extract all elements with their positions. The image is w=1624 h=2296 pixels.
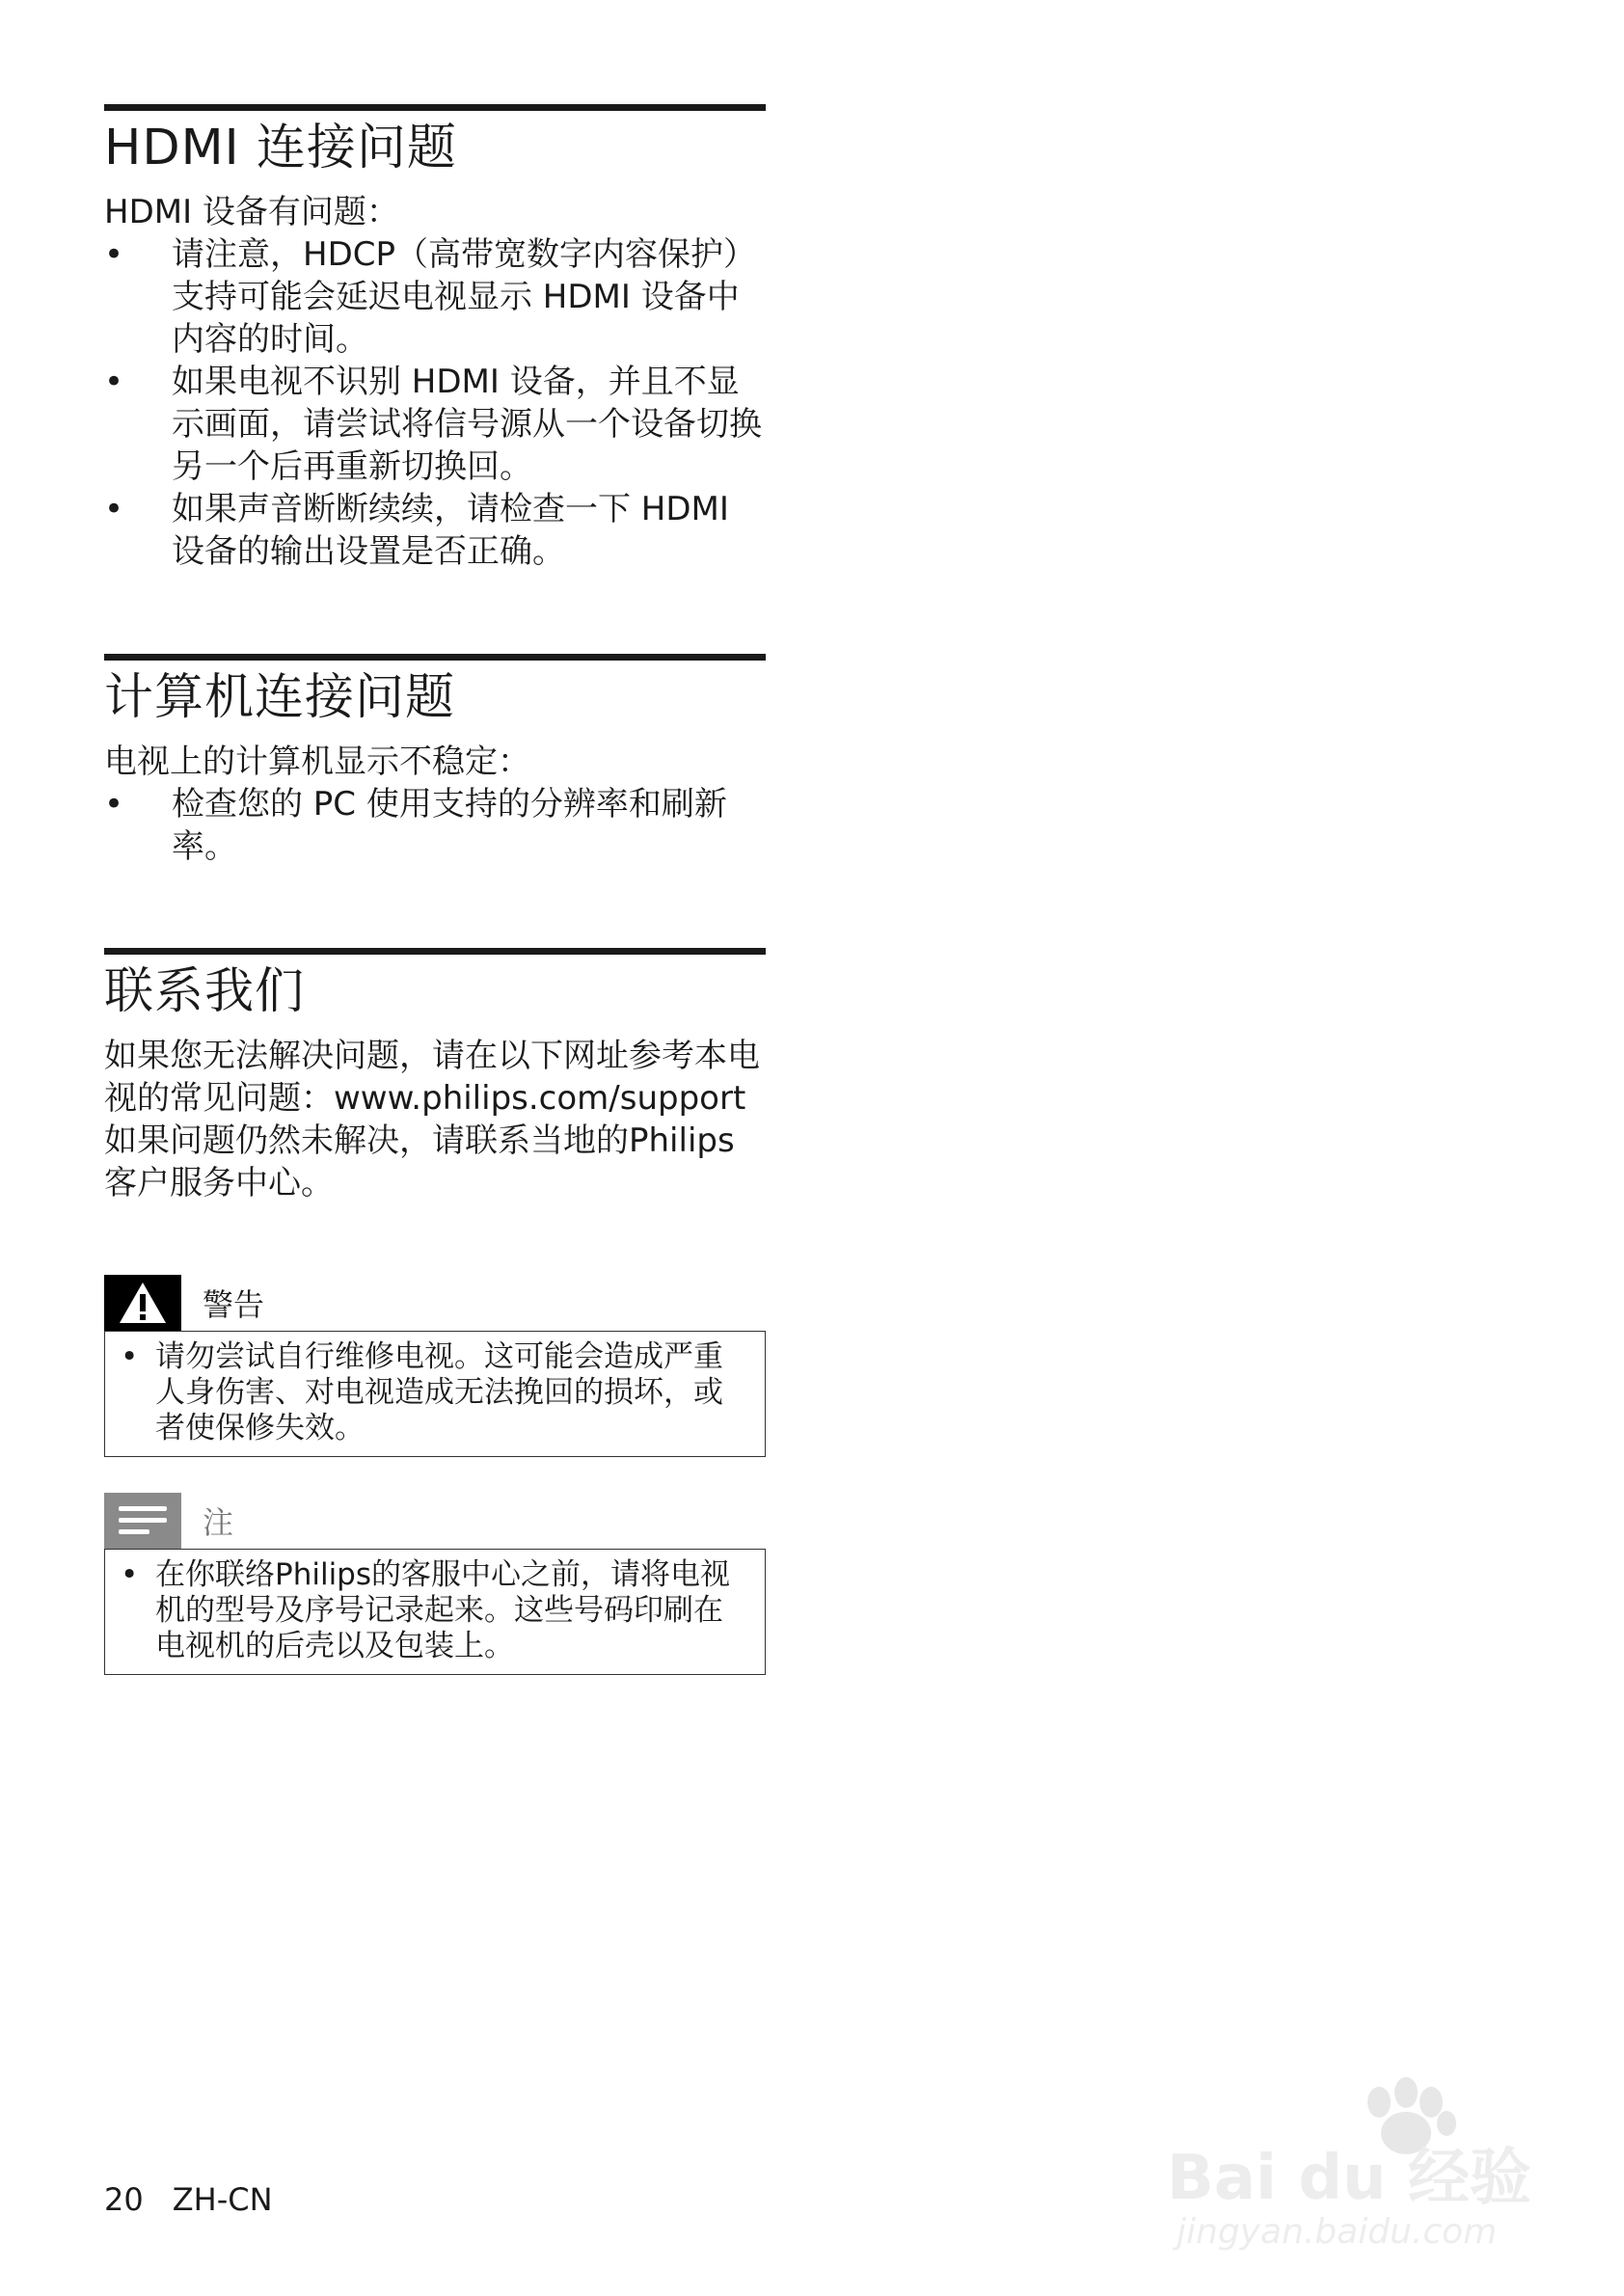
list-item: • 如果声音断断续续，请检查一下 HDMI 设备的输出设置是否正确。 bbox=[104, 489, 729, 571]
warning-box bbox=[104, 1275, 766, 1457]
note-header bbox=[104, 1493, 766, 1549]
warning-icon bbox=[104, 1275, 181, 1331]
bullet-icon: • bbox=[104, 489, 124, 528]
section-title: 联系我们 bbox=[104, 963, 306, 1020]
warning-header bbox=[104, 1275, 766, 1331]
warning-label: 警告 bbox=[203, 1286, 265, 1323]
list-item: • 检查您的 PC 使用支持的分辨率和刷新率。 bbox=[104, 784, 727, 866]
bullet-icon: • bbox=[104, 784, 124, 824]
list-item: • 如果电视不识别 HDMI 设备，并且不显示画面，请尝试将信号源从一个设备切换另一个后再重新切换回。 bbox=[104, 362, 762, 486]
page-number: 20 bbox=[104, 2181, 144, 2218]
section-title: 计算机连接问题 bbox=[104, 669, 456, 726]
svg-text:Bai du 经验: Bai du 经验 bbox=[1167, 2143, 1531, 2214]
note-box bbox=[104, 1493, 766, 1675]
bullet-list bbox=[104, 783, 766, 868]
svg-text:jingyan.baidu.com: jingyan.baidu.com bbox=[1177, 2212, 1498, 2252]
contact-paragraph: 如果您无法解决问题，请在以下网址参考本电视的常见问题：www.philips.com/support bbox=[104, 1036, 760, 1118]
note-body bbox=[104, 1549, 766, 1675]
bullet-icon: • bbox=[121, 1557, 139, 1592]
page-footer bbox=[104, 2181, 302, 2218]
section-contact bbox=[104, 948, 766, 1204]
language-code: ZH-CN bbox=[172, 2181, 273, 2218]
section-rule bbox=[104, 948, 766, 955]
section-rule bbox=[104, 104, 766, 111]
list-item: • 请勿尝试自行维修电视。这可能会造成严重人身伤害、对电视造成无法挽回的损坏，或者使保修失效。 bbox=[121, 1339, 723, 1445]
section-intro: HDMI 设备有问题： bbox=[104, 192, 399, 231]
contact-paragraph: 如果问题仍然未解决，请联系当地的Philips客户服务中心。 bbox=[104, 1121, 735, 1202]
section-hdmi bbox=[104, 104, 766, 573]
bullet-icon: • bbox=[104, 234, 124, 274]
list-item: • 在你联络Philips的客服中心之前，请将电视机的型号及序号记录起来。这些号码印刷在电视机的后壳以及包装上。 bbox=[121, 1557, 731, 1663]
section-title: HDMI 连接问题 bbox=[104, 120, 457, 176]
list-item: • 请注意，HDCP（高带宽数字内容保护）支持可能会延迟电视显示 HDMI 设备中内容的时间。 bbox=[104, 234, 756, 359]
bullet-icon: • bbox=[104, 362, 124, 401]
baidu-watermark bbox=[1157, 2064, 1543, 2256]
note-icon bbox=[104, 1493, 181, 1549]
warning-body bbox=[104, 1331, 766, 1457]
bullet-icon: • bbox=[121, 1339, 139, 1374]
bullet-list bbox=[104, 233, 766, 573]
section-intro: 电视上的计算机显示不稳定： bbox=[104, 742, 530, 781]
note-label: 注 bbox=[203, 1504, 234, 1541]
section-rule bbox=[104, 654, 766, 661]
section-pc bbox=[104, 654, 766, 868]
